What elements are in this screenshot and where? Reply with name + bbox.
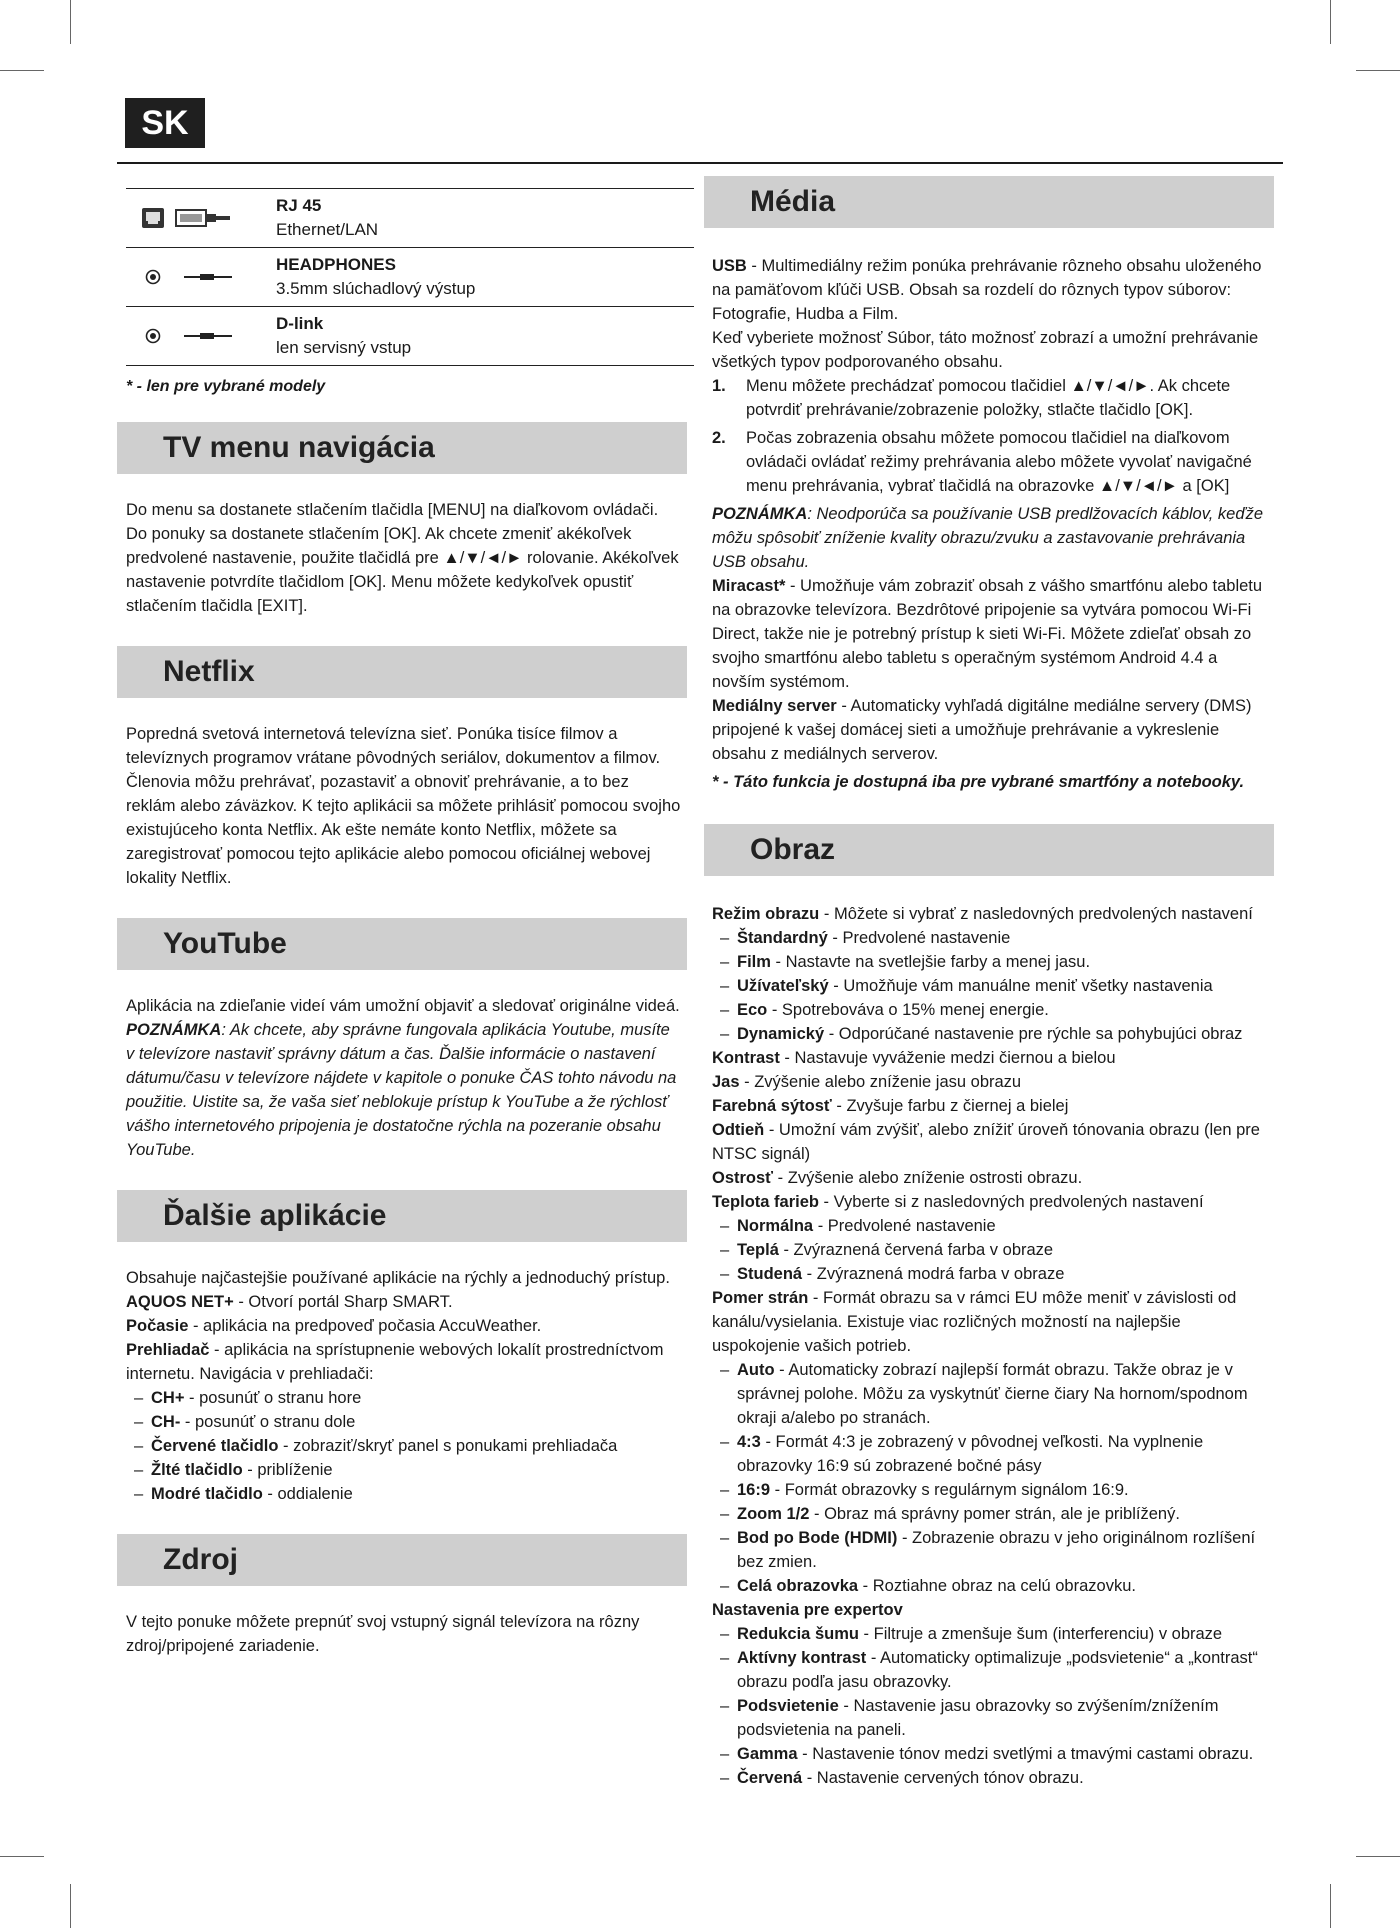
- connector-row: [126, 307, 694, 366]
- term: Žlté tlačidlo: [151, 1461, 243, 1479]
- definition-text: - Odporúčané nastavenie pre rýchle sa pohybujúci obraz: [824, 1025, 1243, 1043]
- definition-text: - Filtruje a zmenšuje šum (interferenciu) v obraze: [858, 1625, 1223, 1643]
- expert-list: [712, 1622, 1268, 1790]
- crop-mark: [0, 70, 44, 71]
- definition: [712, 1094, 1268, 1118]
- section-heading-youtube: YouTube: [117, 918, 687, 970]
- note-label: POZNÁMKA: [126, 1021, 222, 1039]
- list-item: [712, 1478, 1268, 1502]
- term: Štandardný: [737, 929, 828, 947]
- list-item: [712, 1646, 1268, 1694]
- definition: [712, 1190, 1268, 1214]
- definition: [712, 1046, 1268, 1070]
- definition-text: - Vyberte si z nasledovných predvolených nastavení: [818, 1193, 1204, 1211]
- paragraph: V tejto ponuke môžete prepnúť svoj vstupný signál televízora na rôzny zdroj/pripojené zariadenie.: [126, 1613, 640, 1655]
- definition-text: - aplikácia na predpoveď počasia AccuWeather.: [188, 1317, 542, 1335]
- crop-mark: [1356, 70, 1400, 71]
- right-column: [704, 176, 1274, 1790]
- list-item: [712, 1766, 1268, 1790]
- list-item: [712, 426, 1268, 498]
- term: Gamma: [737, 1745, 798, 1763]
- term: Dynamický: [737, 1025, 825, 1043]
- definition-text: - Umožní vám zvýšiť, alebo znížiť úroveň tónovania obrazu (len pre NTSC signál): [712, 1121, 1260, 1163]
- definition: [712, 254, 1268, 326]
- term: Normálna: [737, 1217, 814, 1235]
- audio-jack-icon: [126, 321, 276, 351]
- note-text: : Ak chcete, aby správne fungovala aplikácia Youtube, musíte v televízore nastaviť správny dátum a čas. Ďalšie informácie o nastavení dátumu/času v televízore nájdete v kapitole o ponuke ČAS tohto návodu na použitie. Uistite sa, že vaša sieť neblokuje prístup k YouTube a že rýchlosť vášho internetového pripojenia je dostatočne rýchla na pozeranie obsahu YouTube.: [126, 1021, 677, 1159]
- paragraph: Aplikácia na zdieľanie videí vám umožní objaviť a sledovať originálne videá.: [126, 997, 680, 1015]
- crop-mark: [1330, 1884, 1331, 1928]
- header-rule: [117, 162, 1283, 164]
- connector-footnote: * - len pre vybrané modely: [126, 378, 326, 395]
- list-item: [712, 1238, 1268, 1262]
- definition-text: - Roztiahne obraz na celú obrazovku.: [858, 1577, 1136, 1595]
- term: Pomer strán: [712, 1289, 809, 1307]
- paragraph: Popredná svetová internetová televízna sieť. Ponúka tisíce filmov a televíznych programov vrátane pôvodných seriálov, dokumentov a filmov. Členovia môžu prehrávať, pozastaviť a obnoviť prehrávanie, a to bez reklám alebo záväzkov. K tejto aplikácii sa môžete prihlásiť pomocou svojho existujúceho konta Netflix. Ak ešte nemáte konto Netflix, môžete sa zaregistrovať pomocou tejto aplikácie alebo pomocou oficiálnej webovej lokality Netflix.: [126, 725, 681, 887]
- definition-text: - aplikácia na sprístupnenie webových lokalít prostredníctvom internetu. Navigácia v prehliadači:: [126, 1341, 664, 1383]
- note-text: : Neodporúča sa používanie USB predlžovacích káblov, keďže môžu spôsobiť zníženie kvality obrazu/zvuku a zastavovanie prehrávania USB obsahu.: [712, 505, 1264, 571]
- section-body-apps: [117, 1242, 687, 1506]
- connector-desc: Ethernet/LAN: [276, 220, 379, 239]
- step-text: Menu môžete prechádzať pomocou tlačidiel ▲/▼/◄/►. Ak chcete potvrdiť prehrávanie/zobrazenie položky, stlačte tlačidlo [OK].: [746, 377, 1231, 419]
- aspect-list: [712, 1358, 1268, 1598]
- list-item: [712, 926, 1268, 950]
- definition-text: - Formát obrazovky s regulárnym signálom 16:9.: [770, 1481, 1129, 1499]
- paragraph: Obsahuje najčastejšie používané aplikácie na rýchly a jednoduchý prístup.: [126, 1269, 670, 1287]
- list-item: [712, 1526, 1268, 1574]
- definition: [126, 1314, 681, 1338]
- definition-text: - Môžete si vybrať z nasledovných predvolených nastavení: [819, 905, 1253, 923]
- ethernet-port-icon: [126, 203, 276, 233]
- connector-text: [276, 253, 475, 301]
- definition: [126, 1338, 681, 1386]
- term: Farebná sýtosť: [712, 1097, 832, 1115]
- crop-mark: [70, 0, 71, 44]
- section-body-youtube: [117, 970, 687, 1162]
- definition: [712, 1118, 1268, 1166]
- term: 16:9: [737, 1481, 771, 1499]
- definition-text: - Zvýraznená červená farba v obraze: [778, 1241, 1054, 1259]
- definition-text: - Umožňuje vám manuálne meniť všetky nastavenia: [828, 977, 1213, 995]
- term: Užívateľský: [737, 977, 829, 995]
- definition: [712, 1166, 1268, 1190]
- connector-title: HEADPHONES: [276, 255, 396, 274]
- section-heading-source: Zdroj: [117, 1534, 687, 1586]
- section-heading-tv-menu: TV menu navigácia: [117, 422, 687, 474]
- list-item: [712, 1430, 1268, 1478]
- note: [712, 502, 1268, 574]
- term: Zoom 1/2: [737, 1505, 810, 1523]
- section-body-media: [704, 228, 1274, 794]
- definition-text: - Automaticky zobrazí najlepší formát obrazu. Takže obraz je v správnej polohe. Môžu za vyskytnúť čierne čiary Na hornom/spodnom okraji a/alebo po stranách.: [737, 1361, 1248, 1427]
- paragraph: Keď vyberiete možnosť Súbor, táto možnosť zobrazí a umožní prehrávanie všetkých typov podporovaného obsahu.: [712, 329, 1259, 371]
- term: CH+: [151, 1389, 185, 1407]
- list-item: [712, 1358, 1268, 1430]
- list-item: [712, 1574, 1268, 1598]
- term: Teplota farieb: [712, 1193, 819, 1211]
- definition-text: - Umožňuje vám zobraziť obsah z vášho smartfónu alebo tabletu na obrazovke televízora. Bezdrôtové pripojenie sa vytvára pomocou Wi-Fi Direct, takže nie je potrebný prístup k sieti Wi-Fi. Môžete zdieľať obsah zo svojho smartfónu alebo tabletu s operačným systémom Android 4.4 a novším systémom.: [712, 577, 1263, 691]
- list-item: [712, 1262, 1268, 1286]
- definition-text: - priblíženie: [242, 1461, 333, 1479]
- connector-text: [276, 312, 411, 360]
- term: Eco: [737, 1001, 768, 1019]
- term: Aktívny kontrast: [737, 1649, 867, 1667]
- step-text: Počas zobrazenia obsahu môžete pomocou tlačidiel na diaľkovom ovládači ovládať režimy prehrávania alebo môžete vyvolať navigačné menu prehrávania, vybrať tlačidlá na obrazovke ▲/▼/◄/► a [OK]: [746, 429, 1252, 495]
- section-body-netflix: [117, 698, 687, 890]
- term: Ostrosť: [712, 1169, 774, 1187]
- list-item: [712, 950, 1268, 974]
- term: Studená: [737, 1265, 803, 1283]
- term: Redukcia šumu: [737, 1625, 859, 1643]
- definition-text: - Predvolené nastavenie: [827, 929, 1011, 947]
- definition: [712, 694, 1268, 766]
- list-item: [712, 1694, 1268, 1742]
- term: Odtieň: [712, 1121, 765, 1139]
- note: [126, 1018, 681, 1162]
- connector-text: [276, 194, 378, 242]
- term: Červené tlačidlo: [151, 1437, 279, 1455]
- section-heading-media: Média: [704, 176, 1274, 228]
- list-item: [126, 1482, 681, 1506]
- subheading: Nastavenia pre expertov: [712, 1601, 903, 1619]
- definition-text: - Obraz má správny pomer strán, ale je priblížený.: [809, 1505, 1180, 1523]
- definition-text: - Automaticky vyhľadá digitálne mediálne servery (DMS) pripojené k vašej domácej sieti a umožňuje prehrávanie a vykreslenie obsahu z mediálnych serverov.: [712, 697, 1252, 763]
- step-number: 1.: [712, 377, 726, 395]
- definition-text: - Formát 4:3 je zobrazený v pôvodnej veľkosti. Na vyplnenie obrazovky 16:9 sú zobrazené bočné pásy: [737, 1433, 1204, 1475]
- connector-row: [126, 189, 694, 248]
- definition-text: - Nastavenie tónov medzi svetlými a tmavými castami obrazu.: [797, 1745, 1254, 1763]
- definition-text: - Multimediálny režim ponúka prehrávanie rôzneho obsahu uloženého na pamäťovom kľúči USB. Obsah sa rozdelí do rôznych typov súborov: Fotografie, Hudba a Film.: [712, 257, 1262, 323]
- definition-text: - Nastavte na svetlejšie farby a menej jasu.: [770, 953, 1091, 971]
- term: Auto: [737, 1361, 775, 1379]
- connector-desc: 3.5mm slúchadlový výstup: [276, 279, 476, 298]
- section-heading-apps: Ďalšie aplikácie: [117, 1190, 687, 1242]
- definition-text: - zobraziť/skryť panel s ponukami prehliadača: [278, 1437, 618, 1455]
- definition: [712, 574, 1268, 694]
- list-item: [712, 998, 1268, 1022]
- crop-mark: [1330, 0, 1331, 44]
- note-label: POZNÁMKA: [712, 505, 808, 523]
- section-body-picture: [704, 876, 1274, 1790]
- list-item: [126, 1386, 681, 1410]
- list-item: [712, 974, 1268, 998]
- section-body-source: [117, 1586, 687, 1658]
- term: Počasie: [126, 1317, 189, 1335]
- list-item: [712, 374, 1268, 422]
- connector-title: D-link: [276, 314, 324, 333]
- list-item: [712, 1022, 1268, 1046]
- term: Bod po Bode (HDMI): [737, 1529, 898, 1547]
- definition-text: - Automaticky optimalizuje „podsvietenie“ a „kontrast“ obrazu podľa jasu obrazovky.: [737, 1649, 1258, 1691]
- crop-mark: [1356, 1856, 1400, 1857]
- definition: [712, 1286, 1268, 1358]
- definition-text: - posunúť o stranu hore: [184, 1389, 362, 1407]
- term: Podsvietenie: [737, 1697, 839, 1715]
- connector-row: [126, 248, 694, 307]
- definition-text: - oddialenie: [262, 1485, 353, 1503]
- connector-table: [126, 188, 694, 366]
- list-item: [712, 1214, 1268, 1238]
- picture-mode-list: [712, 926, 1268, 1046]
- section-body-tv-menu: [117, 474, 687, 618]
- footnote: * - Táto funkcia je dostupná iba pre vybrané smartfóny a notebooky.: [712, 773, 1245, 791]
- list-item: [126, 1458, 681, 1482]
- steps-list: [712, 374, 1268, 498]
- section-heading-picture: Obraz: [704, 824, 1274, 876]
- term: Režim obrazu: [712, 905, 820, 923]
- term: Červená: [737, 1769, 803, 1787]
- left-column: [117, 188, 687, 1658]
- definition-text: - Formát obrazu sa v rámci EU môže meniť v závislosti od kanálu/vysielania. Existuje viac rozličných možností na najlepšie uspokojenie vašich potrieb.: [712, 1289, 1237, 1355]
- definition-text: - Zvýraznená modrá farba v obraze: [802, 1265, 1065, 1283]
- list-item: [126, 1410, 681, 1434]
- definition-text: - Otvorí portál Sharp SMART.: [233, 1293, 453, 1311]
- definition: [712, 1070, 1268, 1094]
- paragraph: Do menu sa dostanete stlačením tlačidla [MENU] na diaľkovom ovládači. Do ponuky sa dostanete stlačením [OK]. Ak chcete zmeniť akékoľvek predvolené nastavenie, použite tlačidlá pre ▲/▼/◄/► rolovanie. Akékoľvek nastavenie potvrdíte tlačidlom [OK]. Menu môžete kedykoľvek opustiť stlačením tlačidla [EXIT].: [126, 501, 679, 615]
- term: Film: [737, 953, 771, 971]
- definition-text: - Zvýšenie alebo zníženie ostrosti obrazu.: [773, 1169, 1083, 1187]
- definition-text: - Zobrazenie obrazu v jeho originálnom rozlíšení bez zmien.: [737, 1529, 1256, 1571]
- language-badge: SK: [125, 98, 205, 148]
- term: Prehliadač: [126, 1341, 210, 1359]
- term: Modré tlačidlo: [151, 1485, 263, 1503]
- definition-text: - Zvýšenie alebo zníženie jasu obrazu: [739, 1073, 1022, 1091]
- browser-nav-list: [126, 1386, 681, 1506]
- list-item: [712, 1742, 1268, 1766]
- definition-text: - Nastavenie jasu obrazovky so zvýšením/znížením podsvietenia na paneli.: [737, 1697, 1219, 1739]
- term: Jas: [712, 1073, 740, 1091]
- definition-text: - Nastavuje vyváženie medzi čiernou a bielou: [779, 1049, 1116, 1067]
- term: AQUOS NET+: [126, 1293, 234, 1311]
- step-number: 2.: [712, 429, 726, 447]
- color-temp-list: [712, 1214, 1268, 1286]
- definition-text: - posunúť o stranu dole: [180, 1413, 356, 1431]
- crop-mark: [70, 1884, 71, 1928]
- definition: [126, 1290, 681, 1314]
- term: Mediálny server: [712, 697, 837, 715]
- term: Celá obrazovka: [737, 1577, 859, 1595]
- term: CH-: [151, 1413, 181, 1431]
- connector-title: RJ 45: [276, 196, 322, 215]
- crop-mark: [0, 1856, 44, 1857]
- definition-text: - Spotrebováva o 15% menej energie.: [767, 1001, 1049, 1019]
- list-item: [126, 1434, 681, 1458]
- definition-text: - Nastavenie cervených tónov obrazu.: [802, 1769, 1084, 1787]
- definition: [712, 902, 1268, 926]
- list-item: [712, 1502, 1268, 1526]
- definition-text: - Predvolené nastavenie: [813, 1217, 996, 1235]
- term: USB: [712, 257, 747, 275]
- term: Miracast*: [712, 577, 786, 595]
- term: Kontrast: [712, 1049, 780, 1067]
- term: Teplá: [737, 1241, 779, 1259]
- term: 4:3: [737, 1433, 761, 1451]
- definition-text: - Zvyšuje farbu z čiernej a bielej: [831, 1097, 1069, 1115]
- connector-desc: len servisný vstup: [276, 338, 412, 357]
- list-item: [712, 1622, 1268, 1646]
- section-heading-netflix: Netflix: [117, 646, 687, 698]
- audio-jack-icon: [126, 262, 276, 292]
